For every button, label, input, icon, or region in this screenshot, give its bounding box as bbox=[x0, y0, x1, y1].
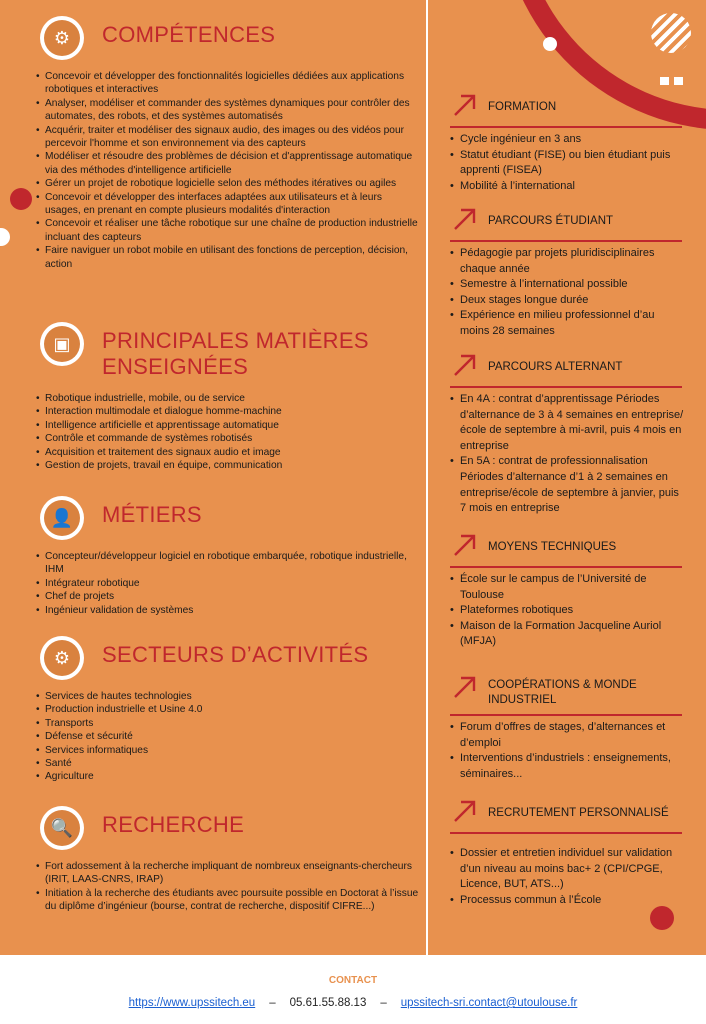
section-title-line: PRINCIPALES MATIÈRES bbox=[102, 328, 369, 353]
list-item: • Pédagogie par projets pluridisciplinaires chaque année bbox=[448, 246, 684, 277]
list-item: • Cycle ingénieur en 3 ans bbox=[448, 132, 684, 148]
footer bbox=[0, 955, 706, 1024]
arrow-icon bbox=[452, 352, 478, 378]
contact-label: CONTACT bbox=[328, 975, 378, 986]
section-recherche bbox=[0, 806, 420, 914]
list-item: • Processus commun à l’École bbox=[448, 893, 684, 909]
list-item: • Initiation à la recherche des étudiants avec poursuite possible en Doctorat à l’issue du diplôme d’ingénieur (bourse, contrat de recherche, dispositif CIFRE...) bbox=[36, 887, 420, 914]
section-parcours-alternant bbox=[448, 350, 684, 517]
section-underline bbox=[450, 714, 682, 716]
list-item: • En 5A : contrat de professionnalisation Périodes d’alternance d’1 à 2 semaines en entreprise/école de septembre à janvier, puis 7 mois en entreprise bbox=[448, 454, 684, 516]
section-competences bbox=[0, 16, 420, 271]
parcours-alternant-list bbox=[448, 392, 684, 517]
white-dot-decoration bbox=[543, 37, 557, 51]
white-square-decoration bbox=[660, 77, 669, 85]
arrow-icon bbox=[452, 206, 478, 232]
section-title: PARCOURS ALTERNANT bbox=[488, 361, 623, 373]
list-item: • Acquisition et traitement des signaux audio et image bbox=[36, 446, 420, 459]
list-item: • Analyser, modéliser et commander des systèmes dynamiques pour contrôler des automates, des robots, et des systèmes automatisés bbox=[36, 97, 420, 124]
formation-list bbox=[448, 132, 684, 194]
arrow-icon bbox=[452, 674, 478, 700]
section-metiers bbox=[0, 496, 420, 617]
website-link[interactable]: https://www.upssitech.eu bbox=[128, 997, 256, 1009]
list-item: • Gérer un projet de robotique logicielle selon des méthodes itératives ou agiles bbox=[36, 177, 420, 190]
section-title: MÉTIERS bbox=[102, 502, 202, 527]
section-cooperations bbox=[448, 672, 684, 782]
section-underline bbox=[450, 566, 682, 568]
list-item: • Concepteur/développeur logiciel en robotique embarquée, robotique industrielle, IHM bbox=[36, 550, 420, 577]
list-item: • Interventions d’industriels : enseignements, séminaires... bbox=[448, 751, 684, 782]
arrow-icon bbox=[452, 798, 478, 824]
list-item: • Statut étudiant (FISE) ou bien étudiant puis apprenti (FISEA) bbox=[448, 148, 684, 179]
list-item: • Ingénieur validation de systèmes bbox=[36, 604, 420, 617]
section-recrutement bbox=[448, 796, 684, 908]
section-underline bbox=[450, 240, 682, 242]
arrow-icon bbox=[452, 532, 478, 558]
section-underline bbox=[450, 126, 682, 128]
column-divider bbox=[426, 0, 428, 955]
list-item: • Fort adossement à la recherche impliquant de nombreux enseignants-chercheurs (IRIT, LAAS-CNRS, IRAP) bbox=[36, 860, 420, 887]
section-title: RECRUTEMENT PERSONNALISÉ bbox=[488, 807, 669, 819]
list-item: • Santé bbox=[36, 757, 420, 770]
phone-number: 05.61.55.88.13 bbox=[289, 997, 367, 1009]
list-item: • Intelligence artificielle et apprentissage automatique bbox=[36, 419, 420, 432]
moyens-list bbox=[448, 572, 684, 650]
list-item: • Concevoir et développer des interfaces adaptées aux utilisateurs et à leurs usages, en prenant en compte plusieurs modalités d'interaction bbox=[36, 191, 420, 218]
list-item: • Expérience en milieu professionnel d’au moins 28 semaines bbox=[448, 308, 684, 339]
section-formation bbox=[448, 90, 684, 194]
secteurs-list bbox=[36, 690, 420, 784]
recherche-list bbox=[36, 860, 420, 914]
section-underline bbox=[450, 832, 682, 834]
striped-circle-decoration bbox=[651, 13, 691, 53]
section-title: SECTEURS D’ACTIVITÉS bbox=[102, 642, 369, 667]
email-link[interactable]: upssitech-sri.contact@utoulouse.fr bbox=[400, 997, 578, 1009]
contact-line bbox=[0, 997, 706, 1009]
cooperations-list bbox=[448, 720, 684, 782]
section-title: MOYENS TECHNIQUES bbox=[488, 541, 617, 553]
section-title-line: ENSEIGNÉES bbox=[102, 354, 249, 379]
list-item: • Plateformes robotiques bbox=[448, 603, 684, 619]
section-title: COMPÉTENCES bbox=[102, 22, 276, 47]
list-item: • Faire naviguer un robot mobile en utilisant des fonctions de perception, décision, action bbox=[36, 244, 420, 271]
parcours-etudiant-list bbox=[448, 246, 684, 340]
list-item: • Robotique industrielle, mobile, ou de service bbox=[36, 392, 420, 405]
list-item: • Gestion de projets, travail en équipe, communication bbox=[36, 459, 420, 472]
list-item: • Transports bbox=[36, 717, 420, 730]
list-item: • Semestre à l’international possible bbox=[448, 277, 684, 293]
list-item: • Production industrielle et Usine 4.0 bbox=[36, 703, 420, 716]
section-matieres bbox=[0, 322, 420, 472]
list-item: • Contrôle et commande de systèmes robotisés bbox=[36, 432, 420, 445]
section-title: FORMATION bbox=[488, 101, 557, 113]
gear-icon: ⚙ bbox=[40, 16, 84, 60]
list-item: • Acquérir, traiter et modéliser des signaux audio, des images ou des vidéos pour percevoir l'homme et son environnement via des capteurs bbox=[36, 124, 420, 151]
white-square-decoration bbox=[674, 77, 683, 85]
recrutement-list bbox=[448, 846, 684, 908]
section-secteurs bbox=[0, 636, 420, 784]
list-item: • Modéliser et résoudre des problèmes de décision et d'apprentissage automatique via des méthodes d'intelligence artificielle bbox=[36, 150, 420, 177]
classroom-icon: ▣ bbox=[40, 322, 84, 366]
list-item: • Services de hautes technologies bbox=[36, 690, 420, 703]
list-item: • Concevoir et développer des fonctionnalités logicielles dédiées aux applications robotiques et interactives bbox=[36, 70, 420, 97]
list-item: • Deux stages longue durée bbox=[448, 293, 684, 309]
matieres-list bbox=[36, 392, 420, 472]
section-moyens-techniques bbox=[448, 530, 684, 650]
arrow-icon bbox=[452, 92, 478, 118]
separator: – bbox=[380, 997, 387, 1009]
list-item: • Agriculture bbox=[36, 770, 420, 783]
list-item: • Mobilité à l’international bbox=[448, 179, 684, 195]
section-title: RECHERCHE bbox=[102, 812, 245, 837]
section-title bbox=[102, 328, 369, 380]
section-underline bbox=[450, 386, 682, 388]
list-item: • Interaction multimodale et dialogue homme-machine bbox=[36, 405, 420, 418]
list-item: • Concevoir et réaliser une tâche robotique sur une chaîne de production industrielle incluant des capteurs bbox=[36, 217, 420, 244]
competences-list bbox=[36, 70, 420, 271]
list-item: • Chef de projets bbox=[36, 590, 420, 603]
list-item: • Maison de la Formation Jacqueline Auriol (MFJA) bbox=[448, 619, 684, 650]
section-parcours-etudiant bbox=[448, 204, 684, 340]
person-icon: 👤 bbox=[40, 496, 84, 540]
list-item: • Dossier et entretien individuel sur validation d’un niveau au moins bac+ 2 (CPI/CPGE, Licence, BUT, ATS...) bbox=[448, 846, 684, 893]
list-item: • École sur le campus de l’Université de Toulouse bbox=[448, 572, 684, 603]
list-item: • Défense et sécurité bbox=[36, 730, 420, 743]
metiers-list bbox=[36, 550, 420, 617]
list-item: • Services informatiques bbox=[36, 744, 420, 757]
list-item: • Forum d’offres de stages, d’alternances et d’emploi bbox=[448, 720, 684, 751]
gears-icon: ⚙ bbox=[40, 636, 84, 680]
magnifier-icon: 🔍 bbox=[40, 806, 84, 850]
section-title: COOPÉRATIONS & MONDE INDUSTRIEL bbox=[488, 679, 637, 706]
list-item: • Intégrateur robotique bbox=[36, 577, 420, 590]
separator: – bbox=[269, 997, 276, 1009]
list-item: • En 4A : contrat d’apprentissage Périodes d’alternance de 3 à 4 semaines en entreprise/école de septembre à mi-avril, puis 4 mois en entreprise bbox=[448, 392, 684, 454]
section-title: PARCOURS ÉTUDIANT bbox=[488, 215, 614, 227]
red-dot-decoration bbox=[650, 906, 674, 930]
